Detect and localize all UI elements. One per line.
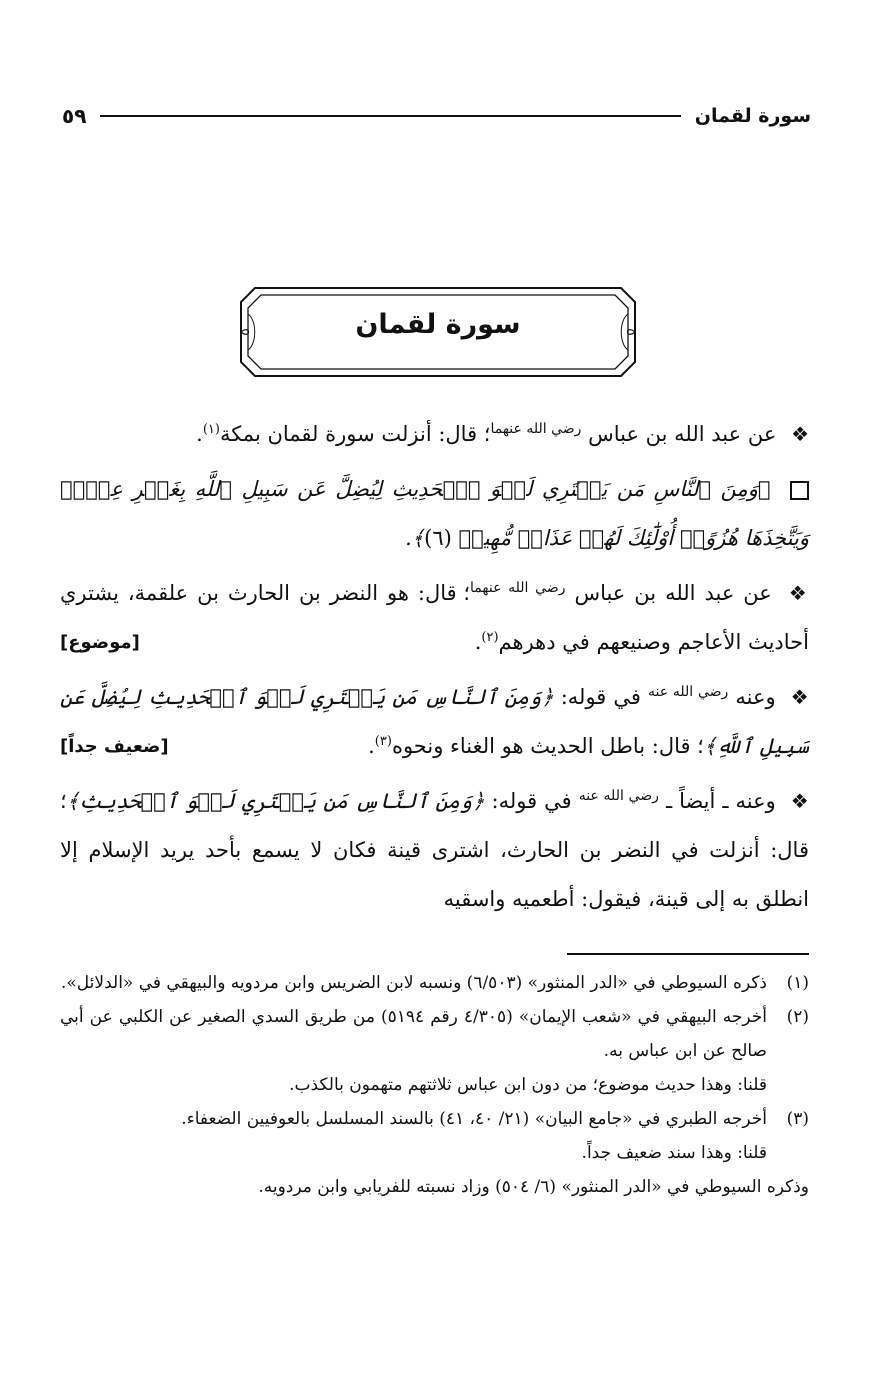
square-bullet-icon — [790, 481, 809, 500]
footnote-number: (٣) — [786, 1109, 809, 1129]
header-rule — [100, 115, 680, 117]
narration-text: ؛ قال: أنزلت سورة لقمان بمكة — [219, 422, 491, 446]
narration-text: وعنه — [735, 685, 776, 709]
footnote-number: (٢) — [786, 1007, 809, 1027]
footnote-ref[interactable]: (٢) — [481, 630, 499, 645]
hadith-grade: [موضوع] — [60, 632, 140, 653]
quran-quote: ﴿وَمِنَ ٱلنَّاسِ مَن يَشۡتَرِي لَهۡوَ ٱلۡحَدِيثِ﴾ — [66, 789, 485, 813]
main-text — [60, 410, 809, 930]
hadith-grade: [ضعيف جداً] — [60, 736, 169, 757]
hadith-paragraph-4 — [60, 777, 809, 924]
hadith-paragraph-3 — [60, 673, 809, 771]
footnote-number: (١) — [786, 973, 809, 993]
diamond-bullet-icon: ❖ — [791, 422, 809, 446]
running-header — [62, 96, 811, 136]
surah-title: سورة لقمان — [355, 309, 521, 340]
end-mark: . — [368, 734, 375, 758]
narration-text: ؛ قال: أنزلت في النضر بن الحارث، اشترى قينة فكان لا يسمع بأحد يريد الإسلام إلا انطلق به إلى قينة، فيقول: أطعميه واسقيه — [60, 789, 809, 911]
footnote-text: أخرجه الطبري في «جامع البيان» (٢١/ ٤٠، ٤١) بالسند المسلسل بالعوفيين الضعفاء. — [181, 1109, 767, 1129]
narration-text: عن عبد الله بن عباس — [588, 422, 777, 446]
narration-text: وعنه ـ أيضاً ـ — [665, 789, 776, 813]
quran-quote: ﴿وَمِنَ ٱلنَّاسِ مَن يَشۡتَرِي لَهۡوَ ٱلۡحَدِيثِ لِيُضِلَّ عَن سَبِيلِ ٱللَّهِ﴾ — [60, 685, 809, 758]
diamond-bullet-icon: ❖ — [790, 685, 809, 709]
end-mark: . — [474, 630, 482, 654]
diamond-bullet-icon: ❖ — [788, 581, 809, 605]
footnote-1 — [60, 966, 809, 1000]
diamond-bullet-icon: ❖ — [790, 789, 810, 813]
ayah-number: ٦ — [432, 526, 444, 550]
end-mark: . — [196, 422, 203, 446]
honorific: رضي الله عنه — [647, 684, 729, 700]
honorific: رضي الله عنهما — [470, 580, 566, 596]
honorific: رضي الله عنه — [578, 788, 659, 804]
page-number: ٥٩ — [62, 104, 87, 128]
hadith-paragraph-2 — [60, 569, 809, 667]
footnote-separator — [567, 953, 809, 955]
hadith-paragraph-1 — [60, 410, 809, 459]
honorific: رضي الله عنهما — [490, 421, 582, 437]
footnote-ref[interactable]: (١) — [202, 422, 220, 437]
verse-close-bracket: ﴾. — [405, 526, 425, 550]
narration-text: في قوله: — [491, 789, 572, 813]
footnote-3-note: قلنا: وهذا سند ضعيف جداً. — [581, 1143, 767, 1163]
footnotes — [60, 966, 809, 1204]
quran-verse-paragraph — [60, 465, 809, 563]
footnote-3-note-2: وذكره السيوطي في «الدر المنثور» (٦/ ٥٠٤) وزاد نسبته للفريابي وابن مردويه. — [258, 1177, 809, 1197]
footnote-2-note: قلنا: وهذا حديث موضوع؛ من دون ابن عباس ثلاثتهم متهمون بالكذب. — [289, 1075, 767, 1095]
footnote-3 — [60, 1102, 809, 1136]
narration-text: ؛ قال: باطل الحديث هو الغناء ونحوه — [391, 734, 704, 758]
surah-title-frame — [237, 284, 639, 380]
running-header-title: سورة لقمان — [694, 105, 811, 127]
footnote-text: أخرجه البيهقي في «شعب الإيمان» (٤/٣٠٥ رقم ٥١٩٤) من طريق السدي الصغير عن الكلبي عن أبي صالح عن ابن عباس به. — [60, 1007, 767, 1061]
narration-text: ؛ قال: هو النضر بن الحارث بن علقمة، يشتري أحاديث الأعاجم وصنيعهم في دهرهم — [60, 581, 809, 654]
quran-verse: وَمِنَ ٱلنَّاسِ مَن يَشۡتَرِي لَهۡوَ ٱلۡحَدِيثِ لِيُضِلَّ عَن سَبِيلِ ٱللَّهِ بِغَيۡرِ عِلۡمٖ وَيَتَّخِذَهَا هُزُوًاۚ أُوْلَٰٓئِكَ لَهُمۡ عَذَابٞ مُّهِينٞ — [60, 477, 809, 550]
ayah-number-icon: (٦) — [424, 526, 452, 550]
verse-open-bracket: ﴿ — [757, 477, 771, 501]
footnote-text: ذكره السيوطي في «الدر المنثور» (٦/٥٠٣) ونسبه لابن الضريس وابن مردويه والبيهقي في «الدلائل». — [60, 973, 767, 993]
narration-text: في قوله: — [560, 685, 641, 709]
narration-text: عن عبد الله بن عباس — [574, 581, 772, 605]
footnote-ref[interactable]: (٣) — [374, 734, 392, 749]
footnote-2 — [60, 1000, 809, 1068]
